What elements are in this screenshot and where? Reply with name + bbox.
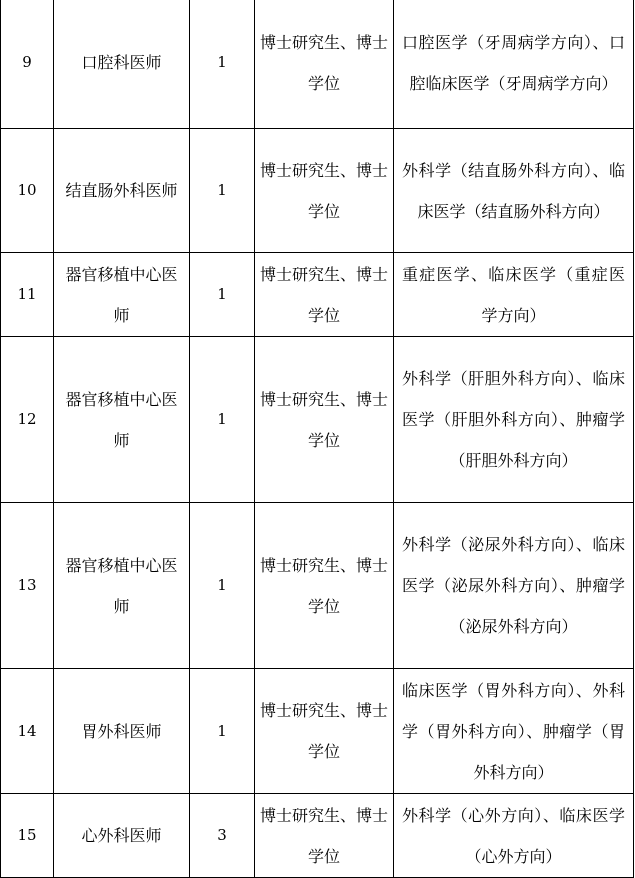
table-row [1, 0, 634, 129]
position-name: 胃外科医师 [54, 669, 190, 794]
major-requirement: 临床医学（胃外科方向）、外科学（胃外科方向）、肿瘤学（胃外科方向） [394, 669, 634, 794]
education-requirement: 博士研究生、博士学位 [255, 253, 394, 337]
major-requirement: 外科学（泌尿外科方向）、临床医学（泌尿外科方向）、肿瘤学（泌尿外科方向） [394, 503, 634, 669]
row-number: 11 [1, 253, 54, 337]
hire-count: 1 [190, 337, 255, 503]
table-row [1, 794, 634, 878]
hire-count: 1 [190, 129, 255, 253]
hire-count: 1 [190, 503, 255, 669]
education-requirement: 博士研究生、博士学位 [255, 503, 394, 669]
major-requirement: 外科学（结直肠外科方向）、临床医学（结直肠外科方向） [394, 129, 634, 253]
table-row [1, 669, 634, 794]
row-number: 10 [1, 129, 54, 253]
table-row [1, 129, 634, 253]
position-name: 心外科医师 [54, 794, 190, 878]
row-number: 15 [1, 794, 54, 878]
row-number: 9 [1, 0, 54, 129]
major-requirement: 外科学（心外方向）、临床医学（心外方向） [394, 794, 634, 878]
major-requirement: 重症医学、临床医学（重症医学方向） [394, 253, 634, 337]
table-row [1, 253, 634, 337]
table-row [1, 503, 634, 669]
position-name: 器官移植中心医师 [54, 503, 190, 669]
major-requirement: 外科学（肝胆外科方向）、临床医学（肝胆外科方向）、肿瘤学（肝胆外科方向） [394, 337, 634, 503]
table-row [1, 337, 634, 503]
position-name: 口腔科医师 [54, 0, 190, 129]
row-number: 14 [1, 669, 54, 794]
hire-count: 3 [190, 794, 255, 878]
hire-count: 1 [190, 0, 255, 129]
education-requirement: 博士研究生、博士学位 [255, 669, 394, 794]
row-number: 12 [1, 337, 54, 503]
education-requirement: 博士研究生、博士学位 [255, 794, 394, 878]
position-name: 结直肠外科医师 [54, 129, 190, 253]
hire-count: 1 [190, 669, 255, 794]
hire-count: 1 [190, 253, 255, 337]
education-requirement: 博士研究生、博士学位 [255, 337, 394, 503]
position-name: 器官移植中心医师 [54, 253, 190, 337]
row-number: 13 [1, 503, 54, 669]
education-requirement: 博士研究生、博士学位 [255, 0, 394, 129]
major-requirement: 口腔医学（牙周病学方向）、口腔临床医学（牙周病学方向） [394, 0, 634, 129]
education-requirement: 博士研究生、博士学位 [255, 129, 394, 253]
position-name: 器官移植中心医师 [54, 337, 190, 503]
